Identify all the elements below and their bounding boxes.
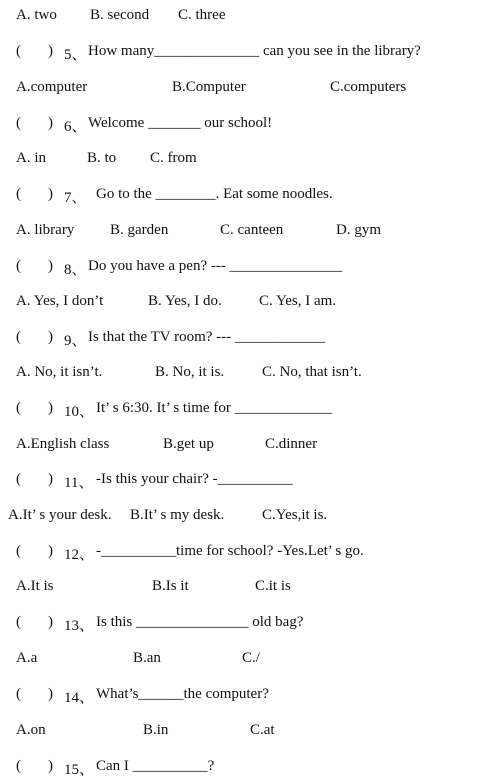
answer-option: B.in	[143, 722, 169, 738]
answer-option: B. No, it is.	[155, 364, 225, 380]
answer-option: C./	[242, 650, 260, 666]
question-text: -__________time for school? -Yes.Let’ s go.	[96, 543, 364, 559]
options-row	[0, 148, 480, 170]
answer-option: C.computers	[330, 79, 407, 95]
answer-option: A.a	[16, 650, 38, 666]
answer-option: B.Computer	[172, 79, 246, 95]
options-row	[0, 291, 480, 313]
options-row	[0, 220, 480, 242]
question-text: Do you have a pen? --- _______________	[88, 258, 343, 274]
question-number: 12、	[64, 547, 95, 563]
question-number: 14、	[64, 690, 95, 706]
question-row	[0, 256, 480, 278]
question-number: 10、	[64, 404, 95, 420]
answer-paren-open: (	[16, 471, 21, 487]
answer-paren-close: )	[48, 43, 53, 59]
answer-option: A.English class	[16, 436, 110, 452]
answer-option: A.It is	[16, 578, 54, 594]
question-text: It’ s 6:30. It’ s time for _____________	[96, 400, 333, 416]
question-row	[0, 327, 480, 349]
answer-option: A. library	[16, 222, 75, 238]
question-row	[0, 398, 480, 420]
answer-option: C.dinner	[265, 436, 318, 452]
question-text: Go to the ________. Eat some noodles.	[96, 186, 333, 202]
answer-paren-open: (	[16, 686, 21, 702]
answer-paren-open: (	[16, 43, 21, 59]
answer-paren-close: )	[48, 758, 53, 774]
question-row	[0, 612, 480, 634]
answer-option: C. No, that isn’t.	[262, 364, 362, 380]
question-text: Can I __________?	[96, 758, 215, 774]
answer-paren-open: (	[16, 400, 21, 416]
answer-option: A.on	[16, 722, 46, 738]
options-row	[0, 362, 480, 384]
answer-paren-close: )	[48, 400, 53, 416]
question-number: 6、	[64, 119, 87, 135]
answer-option: B. to	[87, 150, 117, 166]
answer-option: B.get up	[163, 436, 214, 452]
question-number: 8、	[64, 262, 87, 278]
answer-option: A. in	[16, 150, 46, 166]
answer-option: B.Is it	[152, 578, 189, 594]
answer-option: C.at	[250, 722, 275, 738]
answer-option: B. garden	[110, 222, 169, 238]
answer-option: C. from	[150, 150, 197, 166]
options-row	[0, 434, 480, 456]
question-number: 15、	[64, 762, 95, 778]
question-text: Is that the TV room? --- ____________	[88, 329, 325, 345]
question-text: -Is this your chair? -__________	[96, 471, 293, 487]
answer-option: C.Yes,it is.	[262, 507, 328, 523]
question-number: 7、	[64, 190, 87, 206]
question-number: 5、	[64, 47, 87, 63]
options-row	[0, 720, 480, 742]
answer-option: B. Yes, I do.	[148, 293, 222, 309]
options-row	[0, 5, 480, 27]
answer-option: C. Yes, I am.	[259, 293, 337, 309]
answer-option: A. Yes, I don’t	[16, 293, 104, 309]
options-row	[0, 576, 480, 598]
answer-option: C.it is	[255, 578, 291, 594]
answer-paren-open: (	[16, 543, 21, 559]
answer-paren-open: (	[16, 758, 21, 774]
answer-option: B.It’ s my desk.	[130, 507, 225, 523]
question-row	[0, 184, 480, 206]
answer-paren-close: )	[48, 115, 53, 131]
options-row	[0, 648, 480, 670]
answer-option: A. No, it isn’t.	[16, 364, 103, 380]
answer-option: C. canteen	[220, 222, 284, 238]
answer-option: A.computer	[16, 79, 88, 95]
options-row	[0, 505, 480, 527]
answer-paren-close: )	[48, 258, 53, 274]
answer-option: B. second	[90, 7, 150, 23]
question-text: Is this _______________ old bag?	[96, 614, 304, 630]
answer-paren-close: )	[48, 614, 53, 630]
question-number: 11、	[64, 475, 94, 491]
answer-paren-close: )	[48, 543, 53, 559]
answer-paren-open: (	[16, 258, 21, 274]
answer-paren-open: (	[16, 329, 21, 345]
answer-option: C. three	[178, 7, 226, 23]
answer-paren-close: )	[48, 686, 53, 702]
answer-paren-open: (	[16, 186, 21, 202]
answer-paren-open: (	[16, 115, 21, 131]
question-number: 9、	[64, 333, 87, 349]
question-row	[0, 469, 480, 491]
answer-paren-close: )	[48, 329, 53, 345]
question-text: Welcome _______ our school!	[88, 115, 273, 131]
answer-paren-open: (	[16, 614, 21, 630]
question-text: How many______________ can you see in the library?	[88, 43, 421, 59]
question-text: What’s______the computer?	[96, 686, 269, 702]
question-row	[0, 756, 480, 778]
answer-option: A.It’ s your desk.	[8, 507, 112, 523]
answer-option: D. gym	[336, 222, 381, 238]
answer-option: A. two	[16, 7, 57, 23]
answer-paren-close: )	[48, 186, 53, 202]
question-row	[0, 541, 480, 563]
question-row	[0, 41, 480, 63]
question-row	[0, 113, 480, 135]
options-row	[0, 77, 480, 99]
answer-option: B.an	[133, 650, 161, 666]
question-number: 13、	[64, 618, 95, 634]
answer-paren-close: )	[48, 471, 53, 487]
question-row	[0, 684, 480, 706]
